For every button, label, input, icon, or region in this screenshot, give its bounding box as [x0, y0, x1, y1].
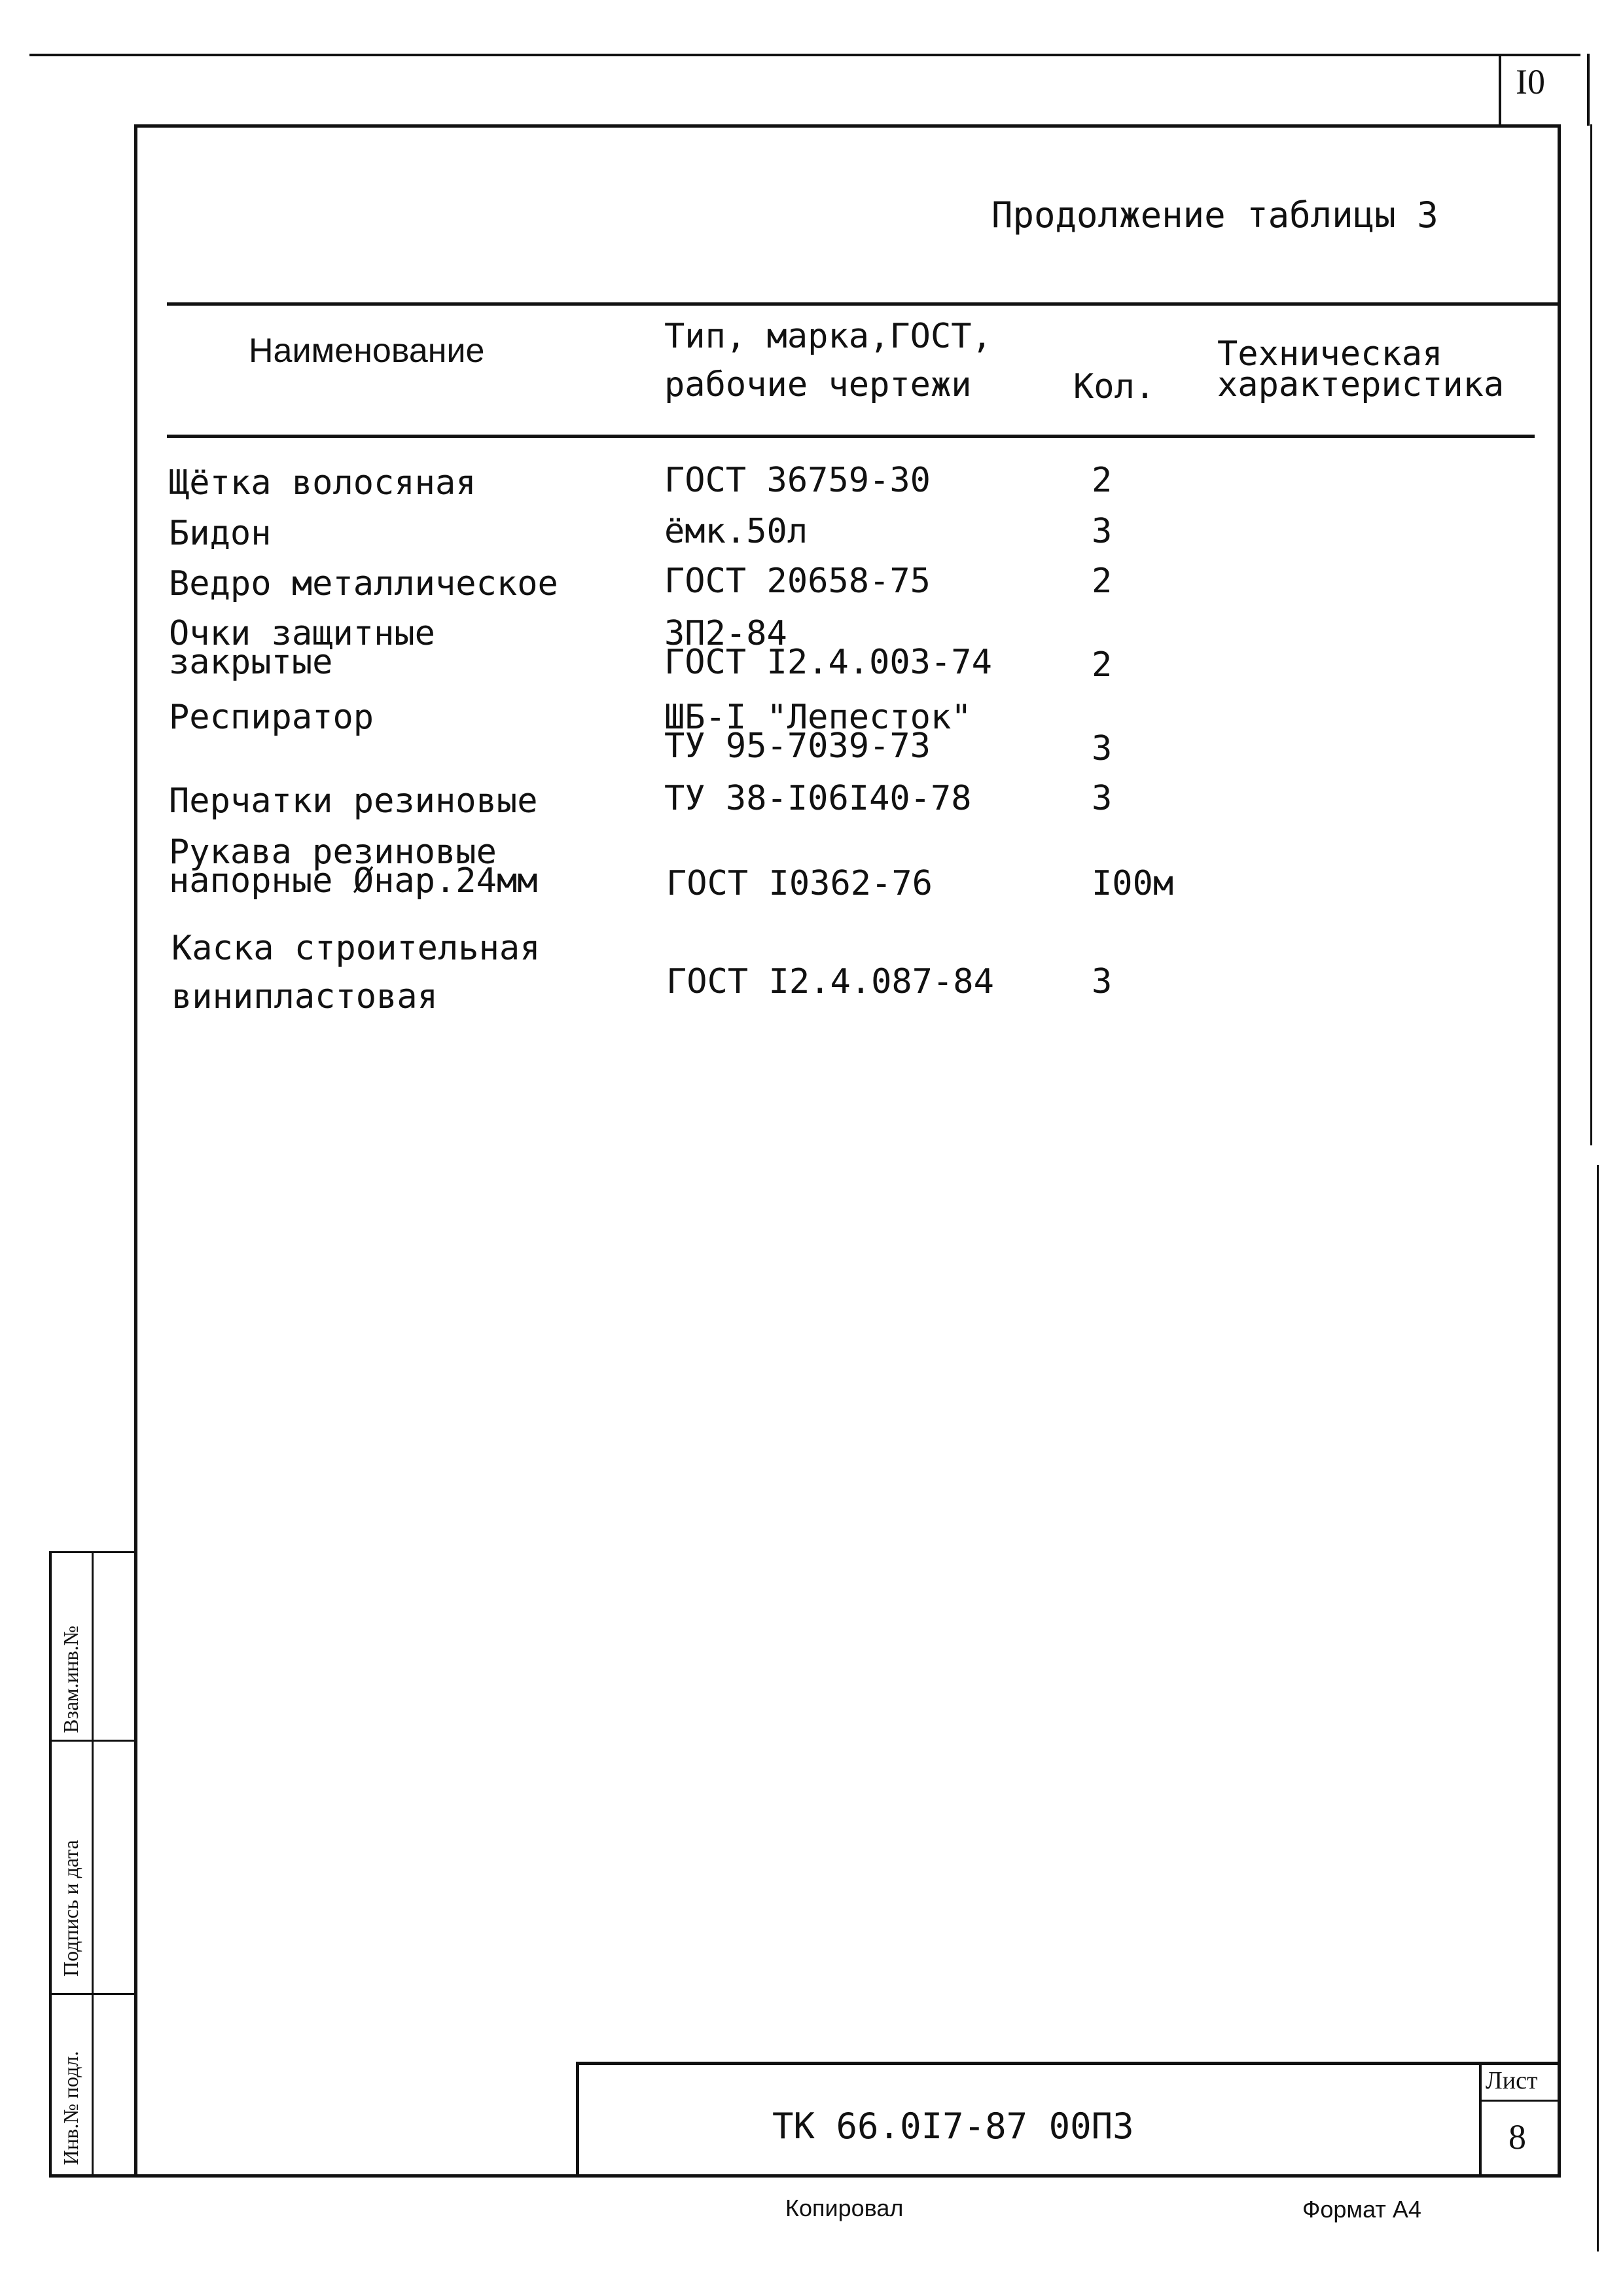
row-5-type: ШБ-I "Лепесток" ТУ 95-7039-73: [664, 698, 972, 766]
frame-right-line: [1558, 124, 1561, 2176]
header-tech-line2: характеристика: [1217, 365, 1505, 404]
row-4-type: ЗП2-84 ГОСТ I2.4.003-74: [664, 614, 992, 682]
stamp-divider-line: [92, 1551, 94, 2176]
right-edge-line-lower: [1597, 1165, 1599, 2251]
sheet-label: Лист: [1486, 2067, 1538, 2094]
row-8-type: ГОСТ I2.4.087-84: [666, 962, 994, 1001]
row-8-qty: 3: [1092, 962, 1113, 1001]
stamp-signature-date: Подпись и дата: [59, 1840, 82, 1977]
footer-copied: Копировал: [785, 2195, 904, 2221]
title-block-top: [576, 2062, 1558, 2065]
row-3-qty: 2: [1092, 562, 1113, 601]
row-8-name: Каска строительная винипластовая: [171, 929, 541, 1016]
page-box-left: [1499, 54, 1501, 126]
table-top-rule: [167, 302, 1558, 306]
footer-format: Формат А4: [1302, 2196, 1421, 2223]
frame-bottom-line: [49, 2174, 1561, 2178]
title-block-left: [576, 2062, 579, 2176]
row-2-qty: 3: [1092, 512, 1113, 551]
right-edge-line: [1590, 124, 1592, 1145]
page-box-right: [1587, 54, 1590, 126]
table-header-rule: [167, 435, 1535, 438]
header-qty: Кол.: [1073, 367, 1156, 406]
header-tech-line1: Техническая: [1217, 334, 1443, 374]
sheet-number: 8: [1508, 2117, 1526, 2157]
page-number: I0: [1516, 62, 1545, 101]
header-name: Наименование: [249, 332, 485, 370]
stamp-line-3: [49, 1993, 137, 1995]
row-5-name: Респиратор: [169, 698, 374, 737]
row-4-qty: 2: [1092, 645, 1113, 685]
row-1-type: ГОСТ 36759-30: [664, 461, 931, 500]
row-1-name: Щётка волосяная: [169, 463, 476, 503]
sheet-box-divider: [1479, 2100, 1558, 2102]
row-5-qty: 3: [1092, 729, 1113, 768]
row-6-qty: 3: [1092, 779, 1113, 818]
row-7-type: ГОСТ I0362-76: [666, 864, 933, 903]
top-edge-line: [29, 54, 1580, 56]
frame-top-line: [134, 124, 1561, 128]
row-7-name: Рукава резиновые напорные Øнар.24мм: [169, 833, 538, 901]
stamp-line-2: [49, 1740, 137, 1742]
row-6-type: ТУ 38-I06I40-78: [664, 779, 972, 818]
row-2-name: Бидон: [169, 514, 272, 553]
table-caption: Продолжение таблицы 3: [991, 194, 1438, 236]
document-code: ТК 66.0I7-87 00ПЗ: [772, 2106, 1134, 2147]
header-type-line2: рабочие чертежи: [664, 365, 972, 404]
stamp-inv-sub: Взам.инв.№: [59, 1625, 82, 1733]
row-4-name: Очки защитные закрытые: [169, 614, 435, 682]
stamp-top-line: [49, 1551, 137, 1553]
row-3-name: Ведро металлическое: [169, 564, 558, 603]
row-6-name: Перчатки резиновые: [169, 781, 538, 821]
row-7-qty: I00м: [1092, 864, 1174, 903]
frame-left-line: [134, 124, 137, 2176]
row-2-type: ёмк.50л: [664, 512, 808, 551]
sheet-box-left: [1479, 2062, 1482, 2176]
row-3-type: ГОСТ 20658-75: [664, 562, 931, 601]
stamp-left-line: [49, 1551, 52, 2176]
stamp-inv-orig: Инв.№ подл.: [59, 2051, 82, 2165]
header-type-line1: Тип, марка,ГОСТ,: [664, 317, 992, 356]
row-1-qty: 2: [1092, 461, 1113, 500]
